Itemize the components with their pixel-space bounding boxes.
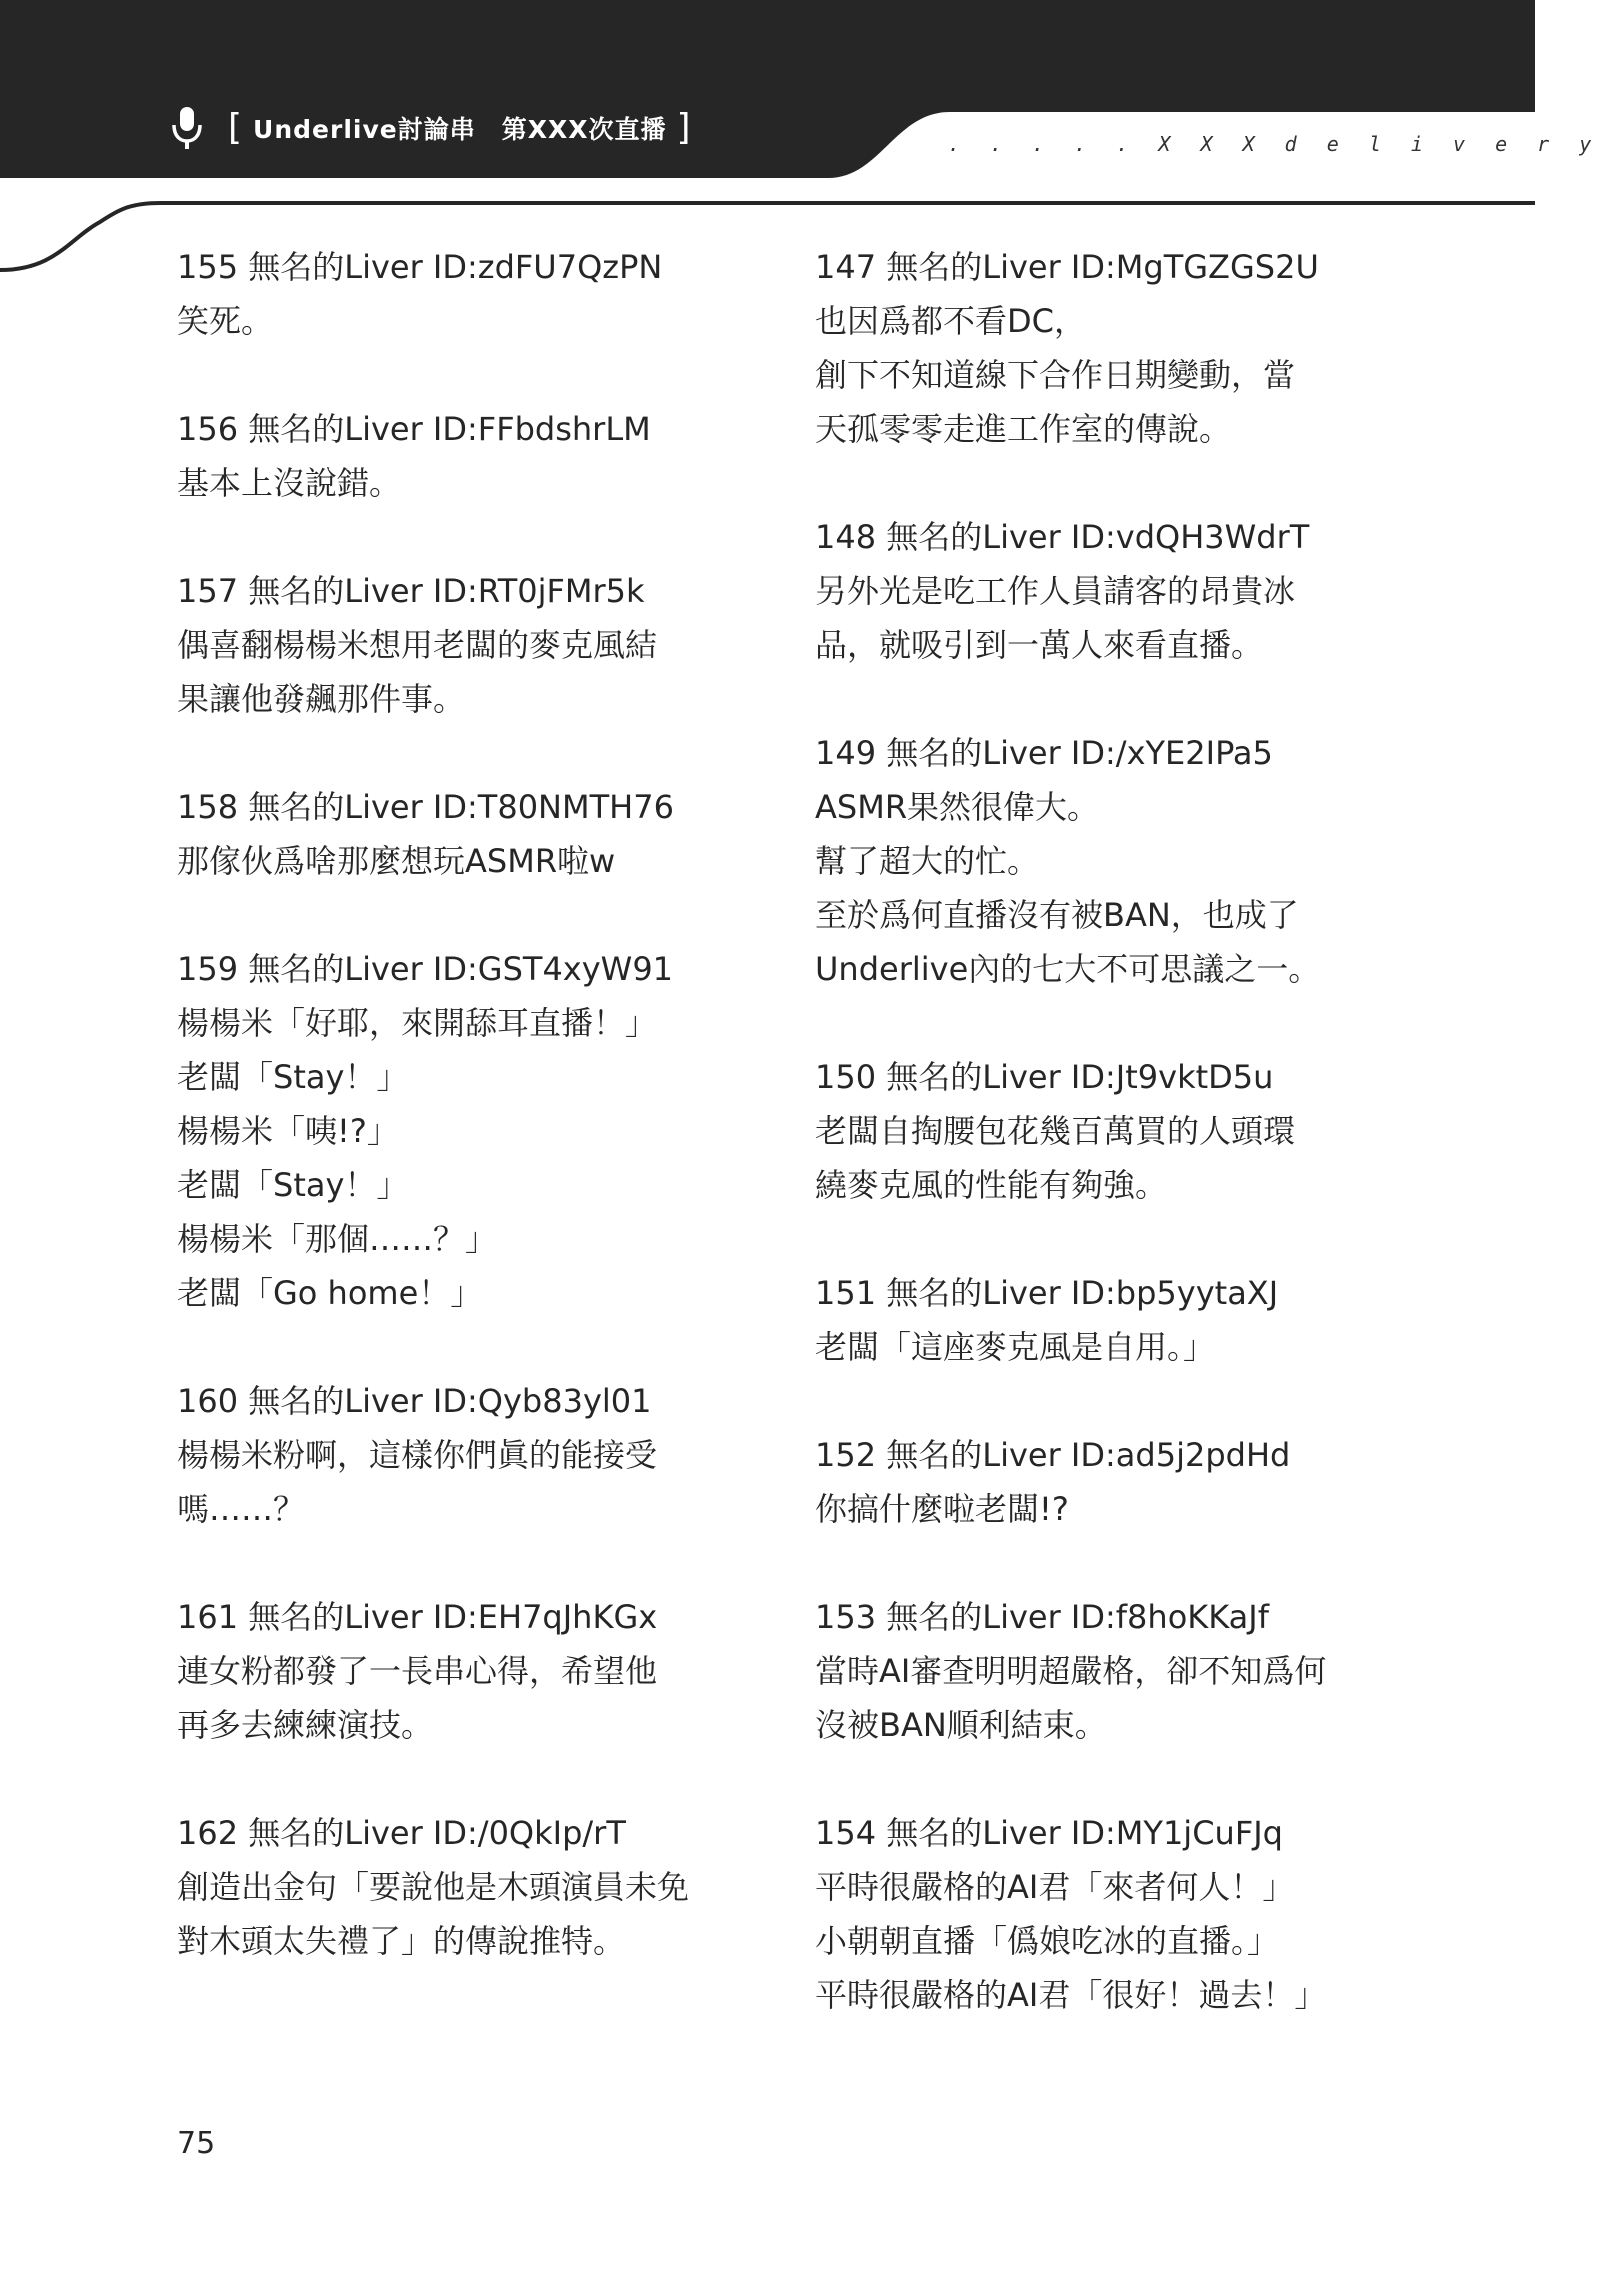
post-text: 老闆「Go home！」: [177, 1274, 483, 1312]
post-text: 老闆自掏腰包花幾百萬買的人頭環: [815, 1112, 1296, 1150]
post-header: 152 無名的Liver ID:ad5j2pdHd: [815, 1436, 1291, 1474]
post-text: 楊楊米粉啊，這樣你們眞的能接受: [177, 1436, 658, 1474]
post-text: 老闆「Stay！」: [177, 1166, 409, 1204]
post-text: 創下不知道線下合作日期變動，當: [815, 356, 1296, 394]
post: [177, 1806, 737, 1968]
post-text: 楊楊米「那個……？」: [177, 1220, 498, 1258]
post-text: 天孤零零走進工作室的傳說。: [815, 410, 1232, 448]
post-text: 楊楊米「好耶，來開舔耳直播！」: [177, 1004, 658, 1042]
delivery-tagline: . . . . . X X X d e l i v e r y: [948, 132, 1600, 156]
post-text: 至於爲何直播沒有被BAN，也成了: [815, 896, 1299, 934]
post-text: 偶喜翻楊楊米想用老闆的麥克風結: [177, 626, 658, 664]
post-text: 平時很嚴格的AI君「很好！過去！」: [815, 1976, 1327, 2014]
post-header: 151 無名的Liver ID:bp5yytaXJ: [815, 1274, 1279, 1312]
post-header: 149 無名的Liver ID:/xYE2IPa5: [815, 734, 1273, 772]
post: [815, 1050, 1375, 1212]
right-column: [815, 240, 1375, 2076]
post-text: 對木頭太失禮了」的傳說推特。: [177, 1922, 626, 1960]
post: [177, 942, 737, 1320]
post: [815, 1266, 1375, 1374]
post-text: Underlive內的七大不可思議之一。: [815, 950, 1321, 988]
left-column: [177, 240, 737, 2022]
stream-number: 第XXX次直播: [501, 115, 667, 144]
post-text: 連女粉都發了一長串心得，希望他: [177, 1652, 658, 1690]
post-header: 150 無名的Liver ID:Jt9vktD5u: [815, 1058, 1274, 1096]
post-text: 品，就吸引到一萬人來看直播。: [815, 626, 1264, 664]
post-text: 沒被BAN順利結束。: [815, 1706, 1107, 1744]
post-text: 果讓他發飆那件事。: [177, 680, 466, 718]
post-text: 幫了超大的忙。: [815, 842, 1040, 880]
post-text: 小朝朝直播「僞娘吃冰的直播。」: [815, 1922, 1280, 1960]
post-header: 158 無名的Liver ID:T80NMTH76: [177, 788, 674, 826]
post-text: 楊楊米「咦!?」: [177, 1112, 399, 1150]
post-header: 153 無名的Liver ID:f8hoKKaJf: [815, 1598, 1269, 1636]
post-text: 也因爲都不看DC，: [815, 302, 1086, 340]
post: [177, 564, 737, 726]
post-text: 老闆「這座麥克風是自用。」: [815, 1328, 1216, 1366]
post-header: 148 無名的Liver ID:vdQH3WdrT: [815, 518, 1310, 556]
post: [815, 726, 1375, 996]
post-text: 嗎……？: [177, 1490, 306, 1528]
post-header: 147 無名的Liver ID:MgTGZGS2U: [815, 248, 1319, 286]
post: [177, 1590, 737, 1752]
post: [177, 1374, 737, 1536]
post-header: 160 無名的Liver ID:Qyb83yl01: [177, 1382, 652, 1420]
post-header: 162 無名的Liver ID:/0QkIp/rT: [177, 1814, 626, 1852]
post: [177, 402, 737, 510]
close-bracket: ]: [676, 107, 692, 148]
post-text: 再多去練練演技。: [177, 1706, 434, 1744]
post-header: 156 無名的Liver ID:FFbdshrLM: [177, 410, 651, 448]
post-text: 基本上沒說錯。: [177, 464, 402, 502]
post-text: 老闆「Stay！」: [177, 1058, 409, 1096]
post: [815, 1428, 1375, 1536]
post-text: 另外光是吃工作人員請客的昂貴冰: [815, 572, 1296, 610]
post-text: 笑死。: [177, 302, 274, 340]
post: [815, 510, 1375, 672]
post-header: 159 無名的Liver ID:GST4xyW91: [177, 950, 674, 988]
post: [815, 240, 1375, 456]
post: [815, 1590, 1375, 1752]
post: [815, 1806, 1375, 2022]
thread-title: Underlive討論串: [253, 115, 476, 144]
thread-header: [170, 104, 702, 152]
post-text: 創造出金句「要說他是木頭演員未免: [177, 1868, 690, 1906]
post-text: 繞麥克風的性能有夠強。: [815, 1166, 1168, 1204]
post-header: 155 無名的Liver ID:zdFU7QzPN: [177, 248, 663, 286]
post-header: 161 無名的Liver ID:EH7qJhKGx: [177, 1598, 658, 1636]
post-text: 平時很嚴格的AI君「來者何人！」: [815, 1868, 1295, 1906]
post-text: 你搞什麼啦老闆!?: [815, 1490, 1069, 1528]
page-number: 75: [177, 2126, 216, 2161]
post-text: 當時AI審查明明超嚴格，卻不知爲何: [815, 1652, 1327, 1690]
post-text: 那傢伙爲啥那麼想玩ASMR啦w: [177, 842, 616, 880]
post-header: 154 無名的Liver ID:MY1jCuFJq: [815, 1814, 1283, 1852]
post: [177, 780, 737, 888]
post-header: 157 無名的Liver ID:RT0jFMr5k: [177, 572, 645, 610]
microphone-icon: [170, 105, 204, 151]
post: [177, 240, 737, 348]
open-bracket: [: [228, 107, 244, 148]
post-text: ASMR果然很偉大。: [815, 788, 1100, 826]
